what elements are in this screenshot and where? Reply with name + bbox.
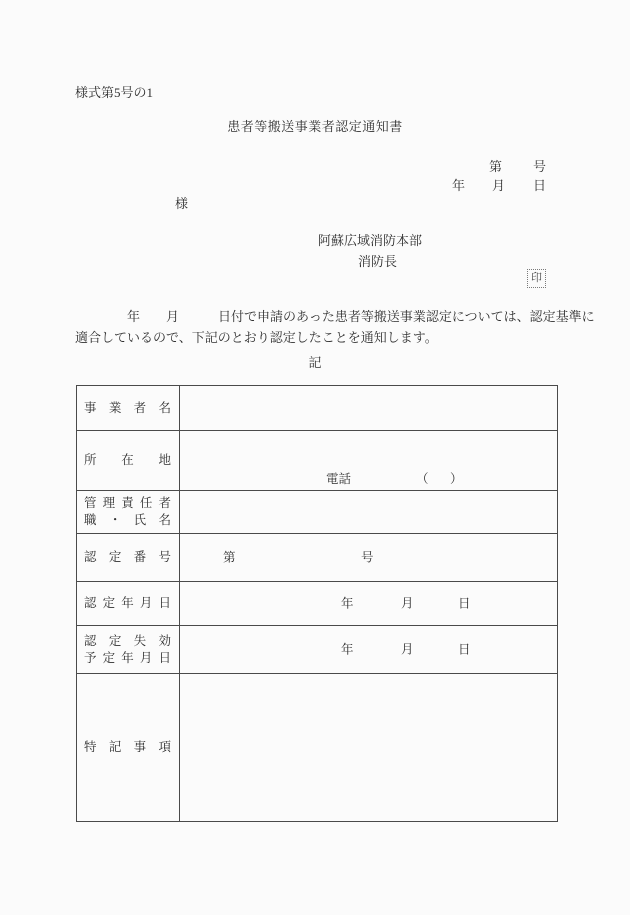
addressee-honorific: 様	[175, 196, 189, 211]
cert-date-value-cell	[180, 582, 557, 625]
expiry-label-line2: 予定年月日	[84, 650, 171, 665]
manager-label-line1: 管理責任者	[84, 496, 171, 510]
list-marker: 記	[308, 355, 322, 370]
table-row-manager	[77, 491, 557, 534]
expiry-month: 月	[401, 642, 414, 656]
doc-number-suffix: 号	[533, 159, 547, 174]
notes-value-cell	[180, 674, 557, 821]
manager-label-cell	[77, 491, 180, 533]
cert-number-label: 認定番号	[84, 550, 171, 564]
table-row-cert-date	[77, 582, 557, 626]
seal-placeholder-icon: 印	[527, 269, 546, 288]
cert-date-label-cell	[77, 582, 180, 625]
phone-paren-close: ）	[450, 472, 463, 486]
document-title: 患者等搬送事業者認定通知書	[227, 119, 403, 134]
phone-paren-open: （	[416, 472, 429, 486]
business-name-label: 事業者名	[84, 400, 171, 415]
expiry-year: 年	[341, 642, 354, 656]
body-line-2: 適合しているので、下記のとおり認定したことを通知します。	[75, 330, 438, 345]
body-line-1: 年 月 日付で申請のあった患者等搬送事業認定については、認定基準に	[75, 309, 595, 324]
business-name-label-cell	[77, 386, 180, 430]
table-row-cert-number	[77, 534, 557, 582]
date-day-label: 日	[533, 178, 547, 193]
issuer-organization: 阿蘇広域消防本部	[318, 233, 423, 248]
cert-number-value-cell	[180, 534, 557, 581]
body-paragraph	[75, 306, 595, 348]
expiry-label-line1: 認定失効	[84, 633, 171, 648]
business-name-value-cell	[180, 386, 557, 430]
certification-table	[76, 385, 558, 822]
table-row-business-name	[77, 386, 557, 431]
cert-date-day: 日	[458, 596, 471, 610]
address-label-cell	[77, 431, 180, 490]
doc-number-prefix: 第	[489, 159, 503, 174]
cert-date-label: 認定年月日	[84, 596, 171, 610]
cert-date-year: 年	[341, 596, 354, 610]
notes-label: 特記事項	[84, 740, 171, 754]
cert-number-prefix: 第	[223, 550, 236, 564]
expiry-label-cell	[77, 626, 180, 673]
issue-date-line	[452, 178, 546, 194]
table-row-address	[77, 431, 557, 491]
issuer-title: 消防長	[358, 254, 398, 269]
cert-number-label-cell	[77, 534, 180, 581]
table-row-expiry-date	[77, 626, 557, 674]
address-value-cell	[180, 431, 557, 490]
date-month-label: 月	[492, 178, 506, 193]
document-number-line	[489, 159, 546, 175]
manager-label-line2: 職・氏名	[84, 513, 171, 527]
address-label: 所在地	[84, 453, 171, 467]
table-row-notes	[77, 674, 557, 821]
date-year-label: 年	[452, 178, 466, 193]
notes-label-cell	[77, 674, 180, 821]
cert-number-suffix: 号	[361, 550, 374, 564]
cert-date-month: 月	[401, 596, 414, 610]
manager-value-cell	[180, 491, 557, 533]
form-number: 様式第5号の1	[75, 85, 154, 100]
expiry-value-cell	[180, 626, 557, 673]
phone-label: 電話	[326, 472, 352, 486]
expiry-day: 日	[458, 642, 471, 656]
